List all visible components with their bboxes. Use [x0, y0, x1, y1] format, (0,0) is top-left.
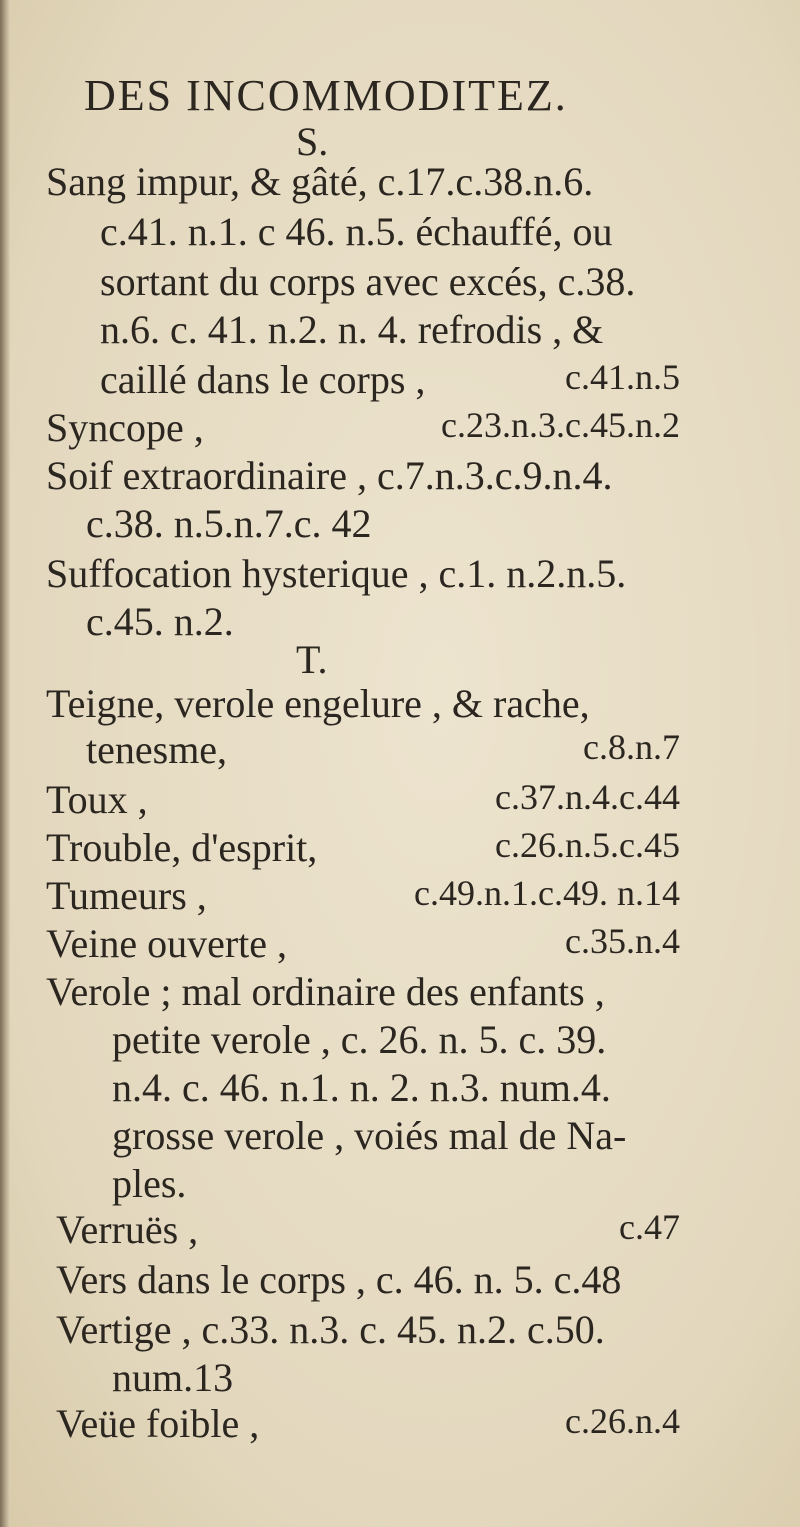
index-line: Sang impur, & gâté, c.17.c.38.n.6. — [46, 159, 594, 204]
index-line: grosse verole , voiés mal de Na- — [112, 1113, 627, 1158]
index-line: Verole ; mal ordinaire des enfants , — [46, 969, 605, 1014]
index-line: c.45. n.2. — [86, 599, 234, 644]
index-line: Tumeurs , c.49.n.1.c.49. n.14 — [46, 873, 680, 918]
index-line: n.4. c. 46. n.1. n. 2. n.3. num.4. — [112, 1065, 611, 1110]
index-line: Toux , c.37.n.4.c.44 — [46, 777, 680, 822]
index-line: c.41. n.1. c 46. n.5. échauffé, ou — [100, 209, 613, 254]
section-letter-s: S. — [296, 119, 329, 164]
index-line: c.38. n.5.n.7.c. 42 — [86, 501, 372, 546]
index-line: Verruës , c.47 — [56, 1207, 680, 1252]
index-line: tenesme, c.8.n.7 — [86, 727, 680, 772]
index-line: Suffocation hysterique , c.1. n.2.n.5. — [46, 551, 627, 596]
index-line: Veüe foible , c.26.n.4 — [56, 1401, 680, 1446]
index-line: Vers dans le corps , c. 46. n. 5. c.48 — [56, 1257, 622, 1302]
index-line: n.6. c. 41. n.2. n. 4. refrodis , & — [100, 307, 604, 352]
index-line: Vertige , c.33. n.3. c. 45. n.2. c.50. — [56, 1307, 605, 1352]
index-line: Veine ouverte , c.35.n.4 — [46, 921, 680, 966]
index-line: sortant du corps avec excés, c.38. — [100, 259, 636, 304]
index-line: Trouble, d'esprit, c.26.n.5.c.45 — [46, 825, 680, 870]
page-heading: DES INCOMMODITEZ. — [84, 71, 568, 120]
section-letter-t: T. — [296, 637, 328, 682]
index-line: Syncope , c.23.n.3.c.45.n.2 — [46, 405, 680, 450]
index-line: num.13 — [112, 1355, 234, 1400]
index-line: petite verole , c. 26. n. 5. c. 39. — [112, 1017, 607, 1062]
index-line: caillé dans le corps , c.41.n.5 — [100, 357, 680, 402]
index-line: Teigne, verole engelure , & rache, — [46, 681, 590, 726]
index-line: ples. — [112, 1161, 187, 1206]
index-line: Soif extraordinaire , c.7.n.3.c.9.n.4. — [46, 453, 613, 498]
